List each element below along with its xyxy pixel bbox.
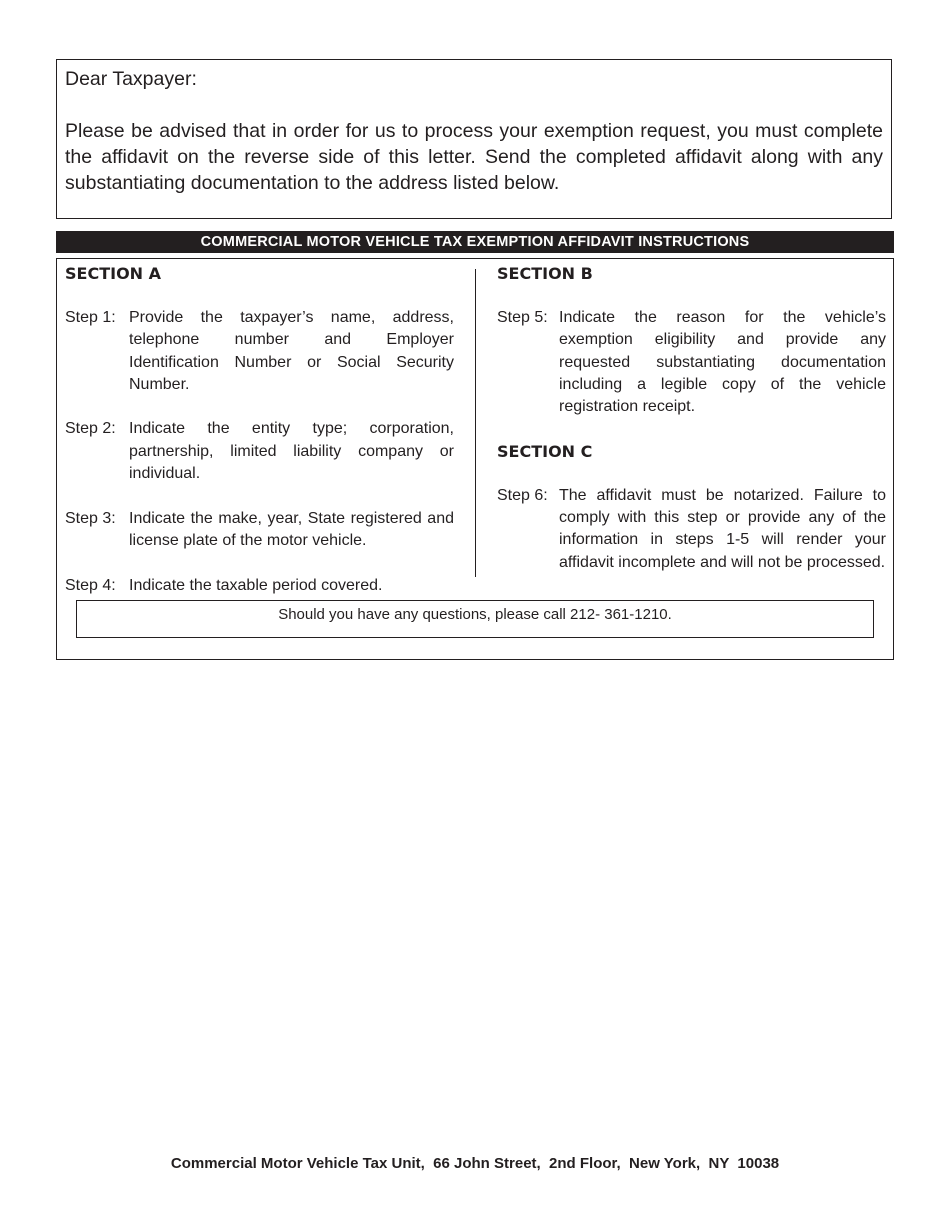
step-3 <box>65 508 454 553</box>
step-text: Provide the taxpayer’s name, address, telephone number and Employer Identification Number or Social Security Number. <box>129 309 454 393</box>
section-c-heading: SECTION C <box>497 441 593 461</box>
step-text: Indicate the reason for the vehicle’s exemption eligibility and provide any requested substantiating documentation including a legible copy of the vehicle registration receipt. <box>559 309 886 416</box>
step-text: Indicate the make, year, State registered and license plate of the motor vehicle. <box>129 509 454 549</box>
step-4 <box>65 575 454 597</box>
instructions-banner: COMMERCIAL MOTOR VEHICLE TAX EXEMPTION AFFIDAVIT INSTRUCTIONS <box>56 231 894 253</box>
letter-greeting: Dear Taxpayer: <box>65 68 197 90</box>
instructions-panel <box>56 258 894 660</box>
step-2 <box>65 418 454 485</box>
section-b-heading: SECTION B <box>497 264 593 283</box>
column-divider <box>475 269 476 577</box>
step-label: Step 1: <box>65 309 116 326</box>
step-1 <box>65 307 454 396</box>
step-label: Step 3: <box>65 509 116 527</box>
taxpayer-letter <box>56 59 892 219</box>
step-label: Step 2: <box>65 420 116 438</box>
step-text: Indicate the taxable period covered. <box>129 576 383 594</box>
step-label: Step 4: <box>65 576 116 594</box>
section-bc-column <box>497 259 886 596</box>
step-5 <box>497 307 886 418</box>
step-text: Indicate the entity type; corporation, partnership, limited liability company or individual. <box>129 420 454 483</box>
step-6 <box>497 485 886 574</box>
step-label: Step 6: <box>497 486 548 504</box>
step-label: Step 5: <box>497 309 548 326</box>
footer-address: Commercial Motor Vehicle Tax Unit, 66 John Street, 2nd Floor, New York, NY 10038 <box>170 1155 780 1172</box>
section-a-heading: SECTION A <box>65 264 162 283</box>
step-text: The affidavit must be notarized. Failure to comply with this step or provide any of the information in steps 1-5 will render your affidavit incomplete and will not be processed. <box>559 486 886 571</box>
section-a-column <box>65 259 454 619</box>
questions-notice: Should you have any questions, please call 212- 361-1210. <box>76 600 874 638</box>
letter-body: Please be advised that in order for us to process your exemption request, you must complete the affidavit on the reverse side of this letter. Send the completed affidavit along with any substantiating documentation to the address listed below. <box>65 120 883 194</box>
